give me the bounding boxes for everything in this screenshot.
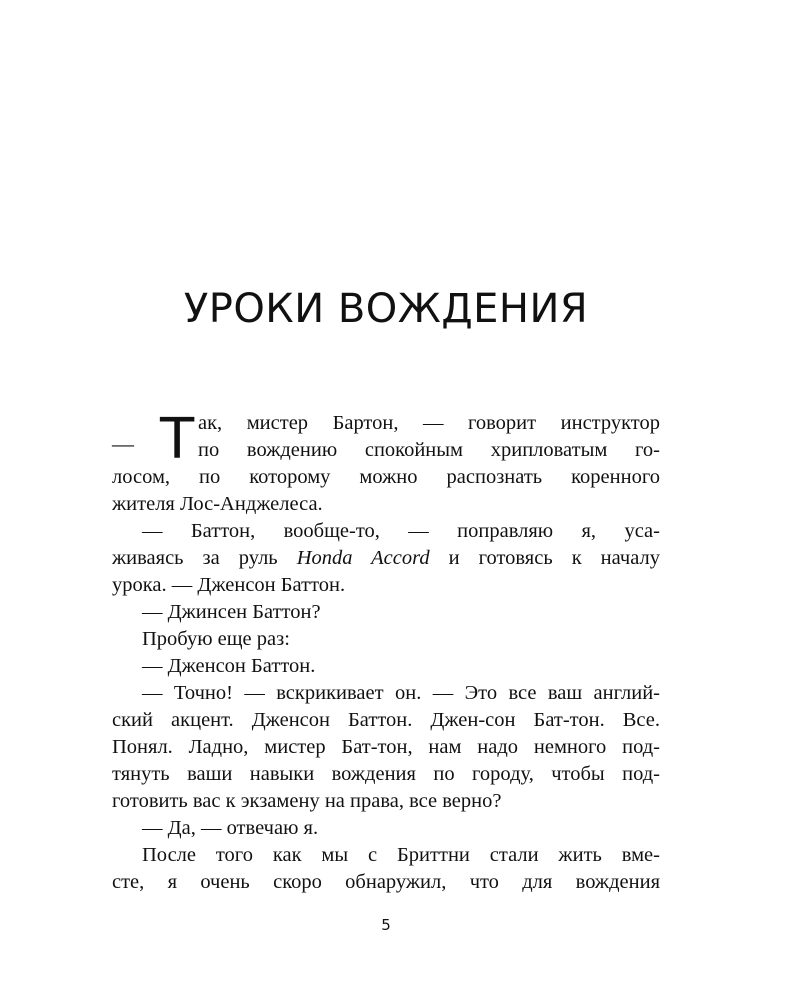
text-line: — Да, — отвечаю я. — [142, 817, 319, 839]
text-line — [112, 545, 660, 572]
text-segment: живаясь за руль — [112, 547, 297, 569]
chapter-title: УРОКИ ВОЖДЕНИЯ — [183, 286, 589, 332]
text-line: — Джинсен Баттон? — [142, 601, 321, 623]
text-line: Понял. Ладно, мистер Бат-тон, нам надо немного под- — [112, 736, 660, 758]
drop-cap-letter: Т — [160, 407, 195, 472]
text-line: ский акцент. Дженсон Баттон. Джен-сон Бат-тон. Все. — [112, 709, 660, 731]
text-line: тянуть ваши навыки вождения по городу, чтобы под- — [112, 763, 660, 785]
text-line: ак, мистер Бартон, — говорит инструктор — [198, 412, 660, 434]
text-line: готовить вас к экзамену на права, все верно? — [112, 790, 502, 812]
text-line: — Баттон, вообще-то, — поправляю я, уса- — [142, 520, 660, 542]
text-line: — Дженсон Баттон. — [142, 655, 316, 677]
text-line: сте, я очень скоро обнаружил, что для вождения — [112, 871, 660, 893]
car-model: Honda Accord — [296, 547, 430, 569]
text-line: Пробую еще раз: — [142, 628, 290, 650]
text-segment: и готовясь к началу — [429, 547, 660, 569]
page-number: 5 — [381, 916, 391, 934]
chapter-body — [112, 407, 660, 896]
opening-dash: — — [112, 431, 134, 456]
opening-paragraph — [112, 407, 660, 472]
text-line: — Точно! — вскрикивает он. — Это все ваш англий- — [142, 682, 660, 704]
text-line: жителя Лос-Анджелеса. — [112, 493, 323, 515]
text-line: по вождению спокойным хрипловатым го- — [198, 439, 660, 461]
text-line: урока. — Дженсон Баттон. — [112, 574, 346, 596]
text-line: лосом, по которому можно распознать коренного — [112, 466, 660, 488]
text-line: После того как мы с Бриттни стали жить вме- — [142, 844, 660, 866]
